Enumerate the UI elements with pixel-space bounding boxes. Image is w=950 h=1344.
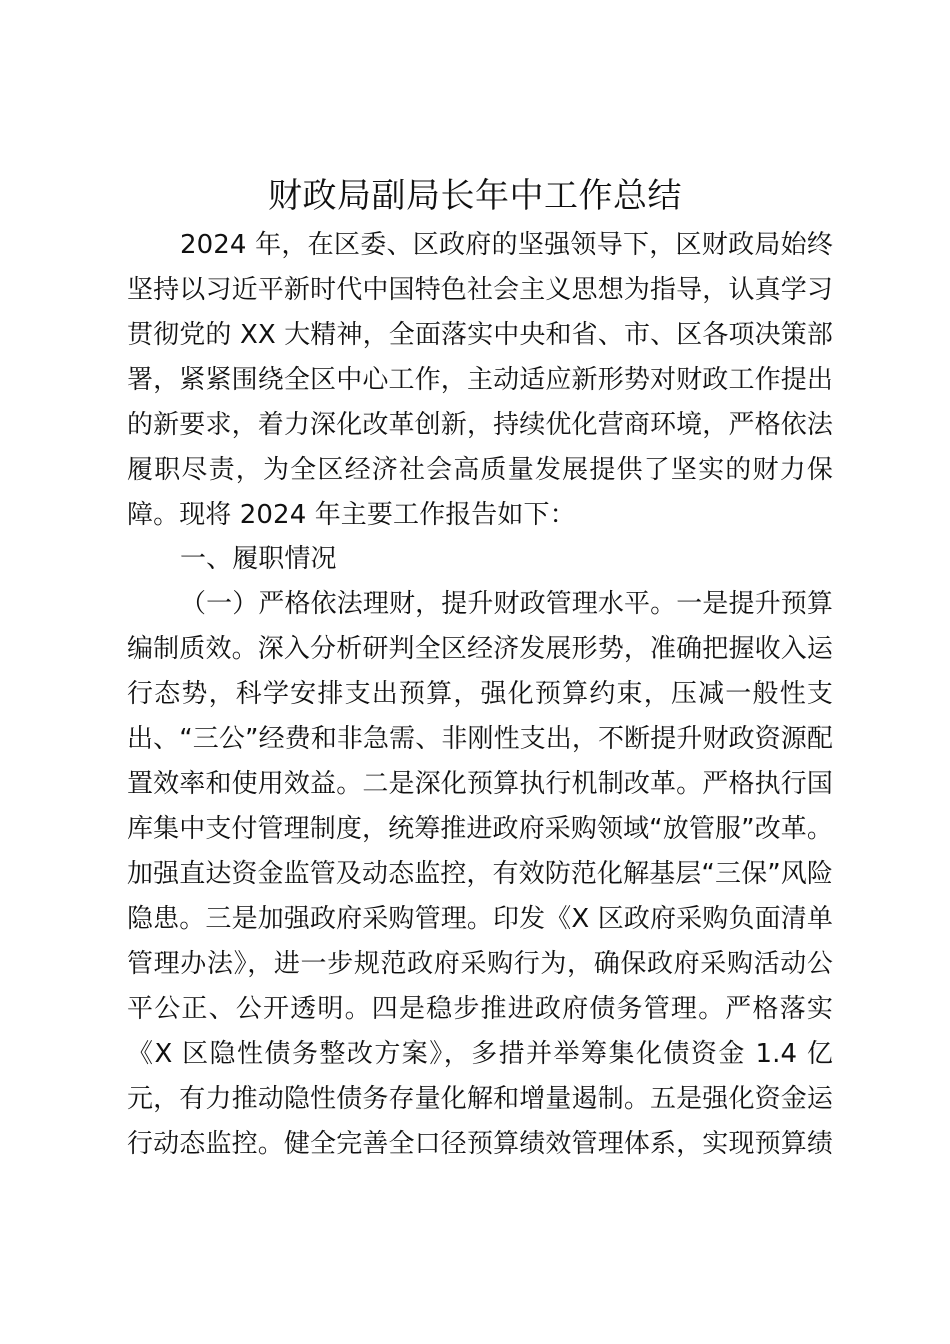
paragraph-line: 履职尽责，为全区经济社会高质量发展提供了坚实的财力保 — [127, 455, 833, 485]
paragraph-line: 平公正、公开透明。四是稳步推进政府债务管理。严格落实 — [127, 994, 833, 1024]
document-title: 财政局副局长年中工作总结 — [268, 176, 682, 216]
paragraph-line: 置效率和使用效益。二是深化预算执行机制改革。严格执行国 — [127, 769, 833, 799]
paragraph-line: 障。现将 2024 年主要工作报告如下： — [127, 500, 576, 530]
paragraph-line: 贯彻党的 XX 大精神，全面落实中央和省、市、区各项决策部 — [127, 320, 833, 350]
paragraph-line: 编制质效。深入分析研判全区经济发展形势，准确把握收入运 — [127, 634, 833, 664]
paragraph-line: 行动态监控。健全完善全口径预算绩效管理体系，实现预算绩 — [127, 1129, 833, 1159]
paragraph-line: 隐患。三是加强政府采购管理。印发《X 区政府采购负面清单 — [127, 904, 833, 934]
paragraph-line: 库集中支付管理制度，统筹推进政府采购领域“放管服”改革。 — [127, 814, 833, 844]
paragraph-line: 坚持以习近平新时代中国特色社会主义思想为指导，认真学习 — [127, 275, 833, 305]
paragraph-line: 2024 年，在区委、区政府的坚强领导下，区财政局始终 — [180, 230, 833, 260]
paragraph-line: 的新要求，着力深化改革创新，持续优化营商环境，严格依法 — [127, 410, 833, 440]
paragraph-line: （一）严格依法理财，提升财政管理水平。一是提升预算 — [180, 589, 833, 619]
paragraph-line: 出、“三公”经费和非急需、非刚性支出，不断提升财政资源配 — [127, 724, 833, 754]
paragraph-line: 《X 区隐性债务整改方案》，多措并举筹集化债资金 1.4 亿 — [127, 1039, 833, 1069]
paragraph-line: 行态势，科学安排支出预算，强化预算约束，压减一般性支 — [127, 679, 833, 709]
paragraph-line: 署，紧紧围绕全区中心工作，主动适应新形势对财政工作提出 — [127, 365, 833, 395]
paragraph-line: 元，有力推动隐性债务存量化解和增量遏制。五是强化资金运 — [127, 1084, 833, 1114]
section-heading: 一、履职情况 — [180, 544, 337, 574]
paragraph-line: 加强直达资金监管及动态监控，有效防范化解基层“三保”风险 — [127, 859, 833, 889]
paragraph-line: 管理办法》，进一步规范政府采购行为，确保政府采购活动公 — [127, 949, 833, 979]
